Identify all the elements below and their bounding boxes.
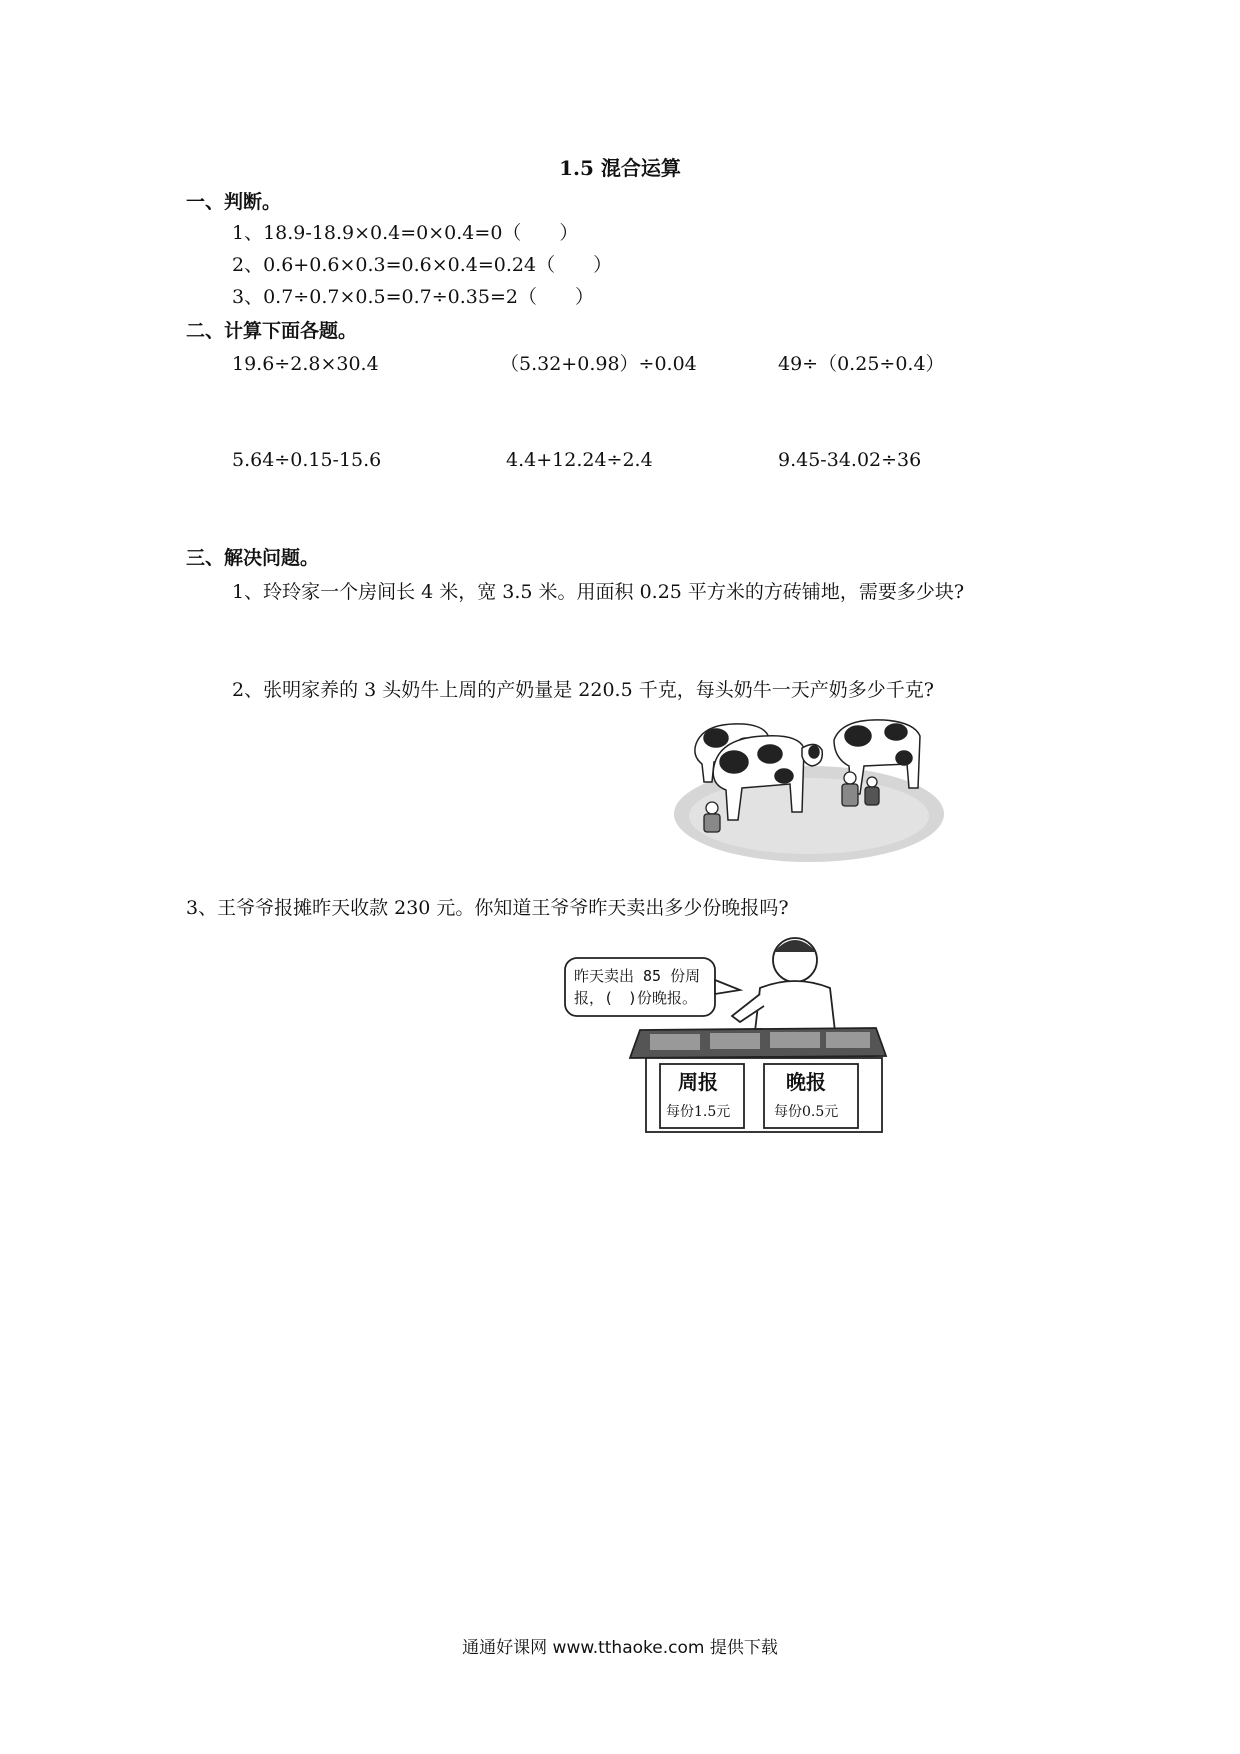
sign-evening-price: 每份0.5元 <box>774 1104 839 1120</box>
page-title: 1.5 混合运算 <box>559 156 681 180</box>
problem-3: 3、王爷爷报摊昨天收款 230 元。你知道王爷爷昨天卖出多少份晚报吗? <box>186 897 789 919</box>
sign-evening: 晚报 <box>786 1070 826 1094</box>
section3-heading: 三、解决问题。 <box>186 547 320 569</box>
judgment-item-1: 1、18.9-18.9×0.4=0×0.4=0（ ） <box>232 222 579 244</box>
footer-credit: 通通好课网 www.tthaoke.com 提供下载 <box>462 1638 778 1658</box>
calc-5: 4.4+12.24÷2.4 <box>506 449 653 471</box>
judgment-item-3: 3、0.7÷0.7×0.5=0.7÷0.35=2（ ） <box>232 286 594 308</box>
speech-line-2: 报，( )份晚报。 <box>574 989 698 1007</box>
problem-2: 2、张明家养的 3 头奶牛上周的产奶量是 220.5 千克，每头奶牛一天产奶多少千克? <box>232 679 934 701</box>
calc-6: 9.45-34.02÷36 <box>778 449 922 471</box>
speech-line-1: 昨天卖出 85 份周 <box>574 967 701 985</box>
judgment-item-2: 2、0.6+0.6×0.3=0.6×0.4=0.24（ ） <box>232 254 613 276</box>
calc-4: 5.64÷0.15-15.6 <box>232 449 382 471</box>
section2-heading: 二、计算下面各题。 <box>186 320 358 342</box>
problem-1: 1、玲玲家一个房间长 4 米，宽 3.5 米。用面积 0.25 平方米的方砖铺地，需要多少块? <box>232 581 965 603</box>
cows-illustration <box>674 704 944 874</box>
newsstand-illustration <box>550 930 910 1140</box>
calc-3: 49÷（0.25÷0.4） <box>778 353 945 375</box>
section1-heading: 一、判断。 <box>186 191 282 213</box>
calc-2: （5.32+0.98）÷0.04 <box>500 353 697 375</box>
calc-1: 19.6÷2.8×30.4 <box>232 353 379 375</box>
sign-weekly: 周报 <box>678 1070 718 1094</box>
sign-weekly-price: 每份1.5元 <box>666 1104 731 1120</box>
